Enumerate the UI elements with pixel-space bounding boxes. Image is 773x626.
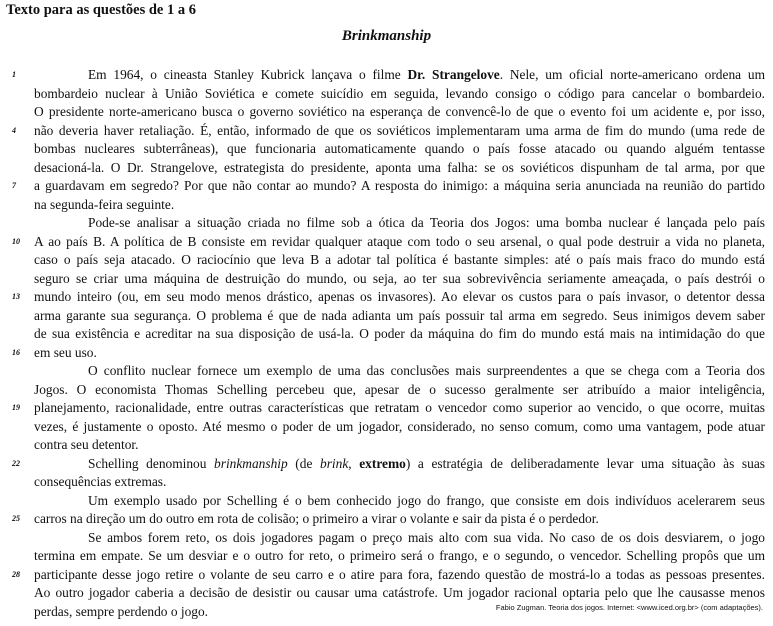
text-segment: termina em empate. Se um desviar e o outro for reto, o primeiro será o frango, e o segundo, o vencedor. Schelling propôs que um — [34, 548, 765, 563]
text-segment: contra seu detentor. — [34, 437, 139, 452]
text-line — [0, 307, 773, 326]
line-text — [88, 214, 765, 233]
line-number: 22 — [12, 458, 20, 468]
line-text — [34, 547, 765, 566]
line-number: 7 — [12, 181, 16, 190]
text-line — [0, 362, 773, 381]
text-segment: participante desse jogo retire o volante de seu carro e o atire para fora, fazendo questão de mostrá-lo a todas as pessoas presentes. — [34, 566, 765, 582]
text-line — [0, 325, 773, 344]
text-segment: desacioná-la. O Dr. Strangelove, estrategista do presidente, aponta uma falha: se os soviéticos dispunham de tal arma, por que — [34, 159, 765, 175]
text-segment: Um exemplo usado por Schelling é o bem conhecido jogo do frango, que consiste em dois indivíduos acelerarem seus — [88, 492, 765, 508]
text-segment: consequências extremas. — [34, 474, 167, 489]
line-text — [34, 140, 765, 159]
line-text — [34, 399, 765, 418]
line-text — [34, 418, 765, 437]
line-number: 28 — [12, 569, 20, 579]
text-segment: (de — [287, 455, 321, 471]
text-segment: O presidente norte-americano busca o governo soviético na esperança de convencê-lo de que o evento foi um acidente e, por isso, — [34, 104, 765, 119]
text-segment: Dr. Strangelove — [407, 67, 500, 82]
line-text — [34, 584, 765, 603]
text-line — [0, 214, 773, 233]
text-line — [0, 122, 773, 141]
text-segment: , — [348, 455, 360, 471]
text-line — [0, 233, 773, 252]
line-text — [34, 85, 765, 104]
text-line — [0, 510, 773, 529]
line-text — [88, 492, 765, 511]
text-segment: Em 1964, o cineasta Stanley Kubrick lançava o filme — [88, 67, 408, 82]
line-text — [34, 436, 765, 455]
text-segment: de sua existência e acreditar na sua disposição de usá-la. O poder da máquina do fim do mundo está mais na intimidação do que — [34, 326, 765, 341]
text-line — [0, 344, 773, 363]
text-line — [0, 381, 773, 400]
text-line — [0, 455, 773, 474]
text-segment: na segunda-feira seguinte. — [34, 196, 175, 212]
text-line — [0, 418, 773, 437]
text-line — [0, 251, 773, 270]
text-segment: extremo — [359, 455, 406, 471]
text-segment: Se ambos forem reto, os dois jogadores pagam o preço mais alto com sua vida. No caso de os dois desviarem, o jogo — [88, 529, 765, 545]
text-segment: em seu uso. — [34, 344, 97, 360]
line-text — [34, 307, 765, 326]
text-segment: brinkmanship — [214, 455, 288, 471]
text-segment: seguro se criar uma máquina de destruição do mundo, ou seja, ao ter sua sobrevivência seriamente ameaçada, o país destrói o — [34, 270, 765, 286]
text-title: Brinkmanship — [341, 28, 432, 44]
text-segment: a guardavam em segredo? Por que não contar ao mundo? A resposta do inimigo: a máquina seria anunciada na reunião do partido — [34, 178, 765, 193]
text-line — [0, 584, 773, 603]
line-text — [88, 455, 765, 474]
text-line — [0, 436, 773, 455]
text-segment: não deveria haver retaliação. É, então, informado de que os soviéticos implementaram uma arma de fim do mundo (uma rede de — [34, 122, 765, 138]
text-segment: A ao país B. A política de B consiste em revidar qualquer ataque com todo o seu arsenal, o qual pode destruir a vida no planeta, — [34, 233, 765, 249]
line-text — [34, 325, 765, 344]
line-number: 25 — [12, 514, 20, 523]
line-text — [34, 122, 765, 141]
text-line — [0, 140, 773, 159]
line-number: 16 — [12, 347, 20, 357]
text-line — [0, 270, 773, 289]
text-segment: O conflito nuclear fornece um exemplo de uma das conclusões mais surpreendentes a que se chega com a Teoria dos — [88, 363, 765, 378]
text-segment: Ao outro jogador caberia a decisão de desistir ou causar uma catástrofe. Um jogador racional optaria pelo que lhe causasse menos — [34, 585, 765, 600]
line-text — [34, 344, 765, 363]
line-number: 1 — [12, 70, 16, 79]
text-body — [0, 66, 773, 621]
line-text — [88, 66, 765, 85]
text-line — [0, 529, 773, 548]
text-segment: planejamento, racionalidade, entre outras características que retratam o vencedor como superior ao vencido, o que ocorre, muitas — [34, 400, 765, 415]
line-text — [34, 177, 765, 196]
line-text — [34, 510, 765, 529]
line-number: 19 — [12, 403, 20, 412]
line-text — [34, 566, 765, 585]
text-segment: bombas nucleares subterrâneas), que funcionaria automaticamente quando o país fosse atacado ou quando alguém tentasse — [34, 141, 765, 156]
text-line — [0, 473, 773, 492]
text-line — [0, 399, 773, 418]
text-segment: mundo inteiro (ou, em seu modo menos drástico, apenas os invasores). Ao elevar os custos para o país invasor, o detentor dessa — [34, 289, 765, 304]
text-segment: ) a estratégia de deliberadamente levar uma situação às suas — [405, 455, 765, 471]
text-segment: Schelling denominou — [88, 455, 215, 471]
text-line — [0, 103, 773, 122]
line-text — [34, 251, 765, 270]
text-segment: caso o país seja atacado. O raciocínio que leva B a adotar tal política é bastante simples: até o país mais fraco do mundo está — [34, 252, 765, 267]
text-segment: perdas, sempre perdendo o jogo. — [34, 603, 209, 619]
line-text — [34, 473, 765, 492]
line-number: 4 — [12, 125, 16, 135]
text-segment: bombardeio nuclear à União Soviética e comete suicídio em seguida, levando consigo o código para cancelar o bombardeio. — [34, 85, 765, 101]
line-text — [34, 103, 765, 122]
line-number: 13 — [12, 292, 20, 301]
line-text — [34, 288, 765, 307]
text-segment: vezes, é justamente o oposto. Até mesmo o poder de um jogador, considerado, no senso comum, como uma vantagem, pode atuar — [34, 418, 765, 434]
line-text — [34, 196, 765, 215]
text-line — [0, 177, 773, 196]
text-segment: Jogos. O economista Thomas Schelling percebeu que, apesar de o sucesso geralmente ser atribuído a maior inteligência, — [34, 381, 765, 397]
line-text — [88, 362, 765, 381]
source-citation: Fabio Zugman. Teoria dos jogos. Internet: <www.iced.org.br> (com adaptações). — [495, 603, 763, 612]
line-text — [34, 270, 765, 289]
section-header: Texto para as questões de 1 a 6 — [6, 2, 196, 18]
line-text — [34, 381, 765, 400]
text-line — [0, 288, 773, 307]
text-segment: Pode-se analisar a situação criada no filme sob a ótica da Teoria dos Jogos: uma bomba nuclear é lançada pelo país — [88, 215, 765, 230]
line-text — [88, 529, 765, 548]
line-text — [34, 159, 765, 178]
text-line — [0, 492, 773, 511]
text-line — [0, 547, 773, 566]
text-segment: arma garante sua segurança. O problema é que de nada adianta um país possuir tal arma em segredo. Seus inimigos devem saber — [34, 307, 765, 323]
text-segment: carros na direção um do outro em rota de colisão; o primeiro a virar o volante e sair da pista é o perdedor. — [34, 511, 599, 526]
text-line — [0, 85, 773, 104]
text-line — [0, 566, 773, 585]
text-line — [0, 66, 773, 85]
text-segment: . Nele, um oficial norte-americano ordena um — [499, 67, 765, 82]
line-number: 10 — [12, 236, 20, 246]
text-line — [0, 159, 773, 178]
text-segment: brink — [320, 455, 349, 471]
line-text — [34, 233, 765, 252]
text-line — [0, 196, 773, 215]
